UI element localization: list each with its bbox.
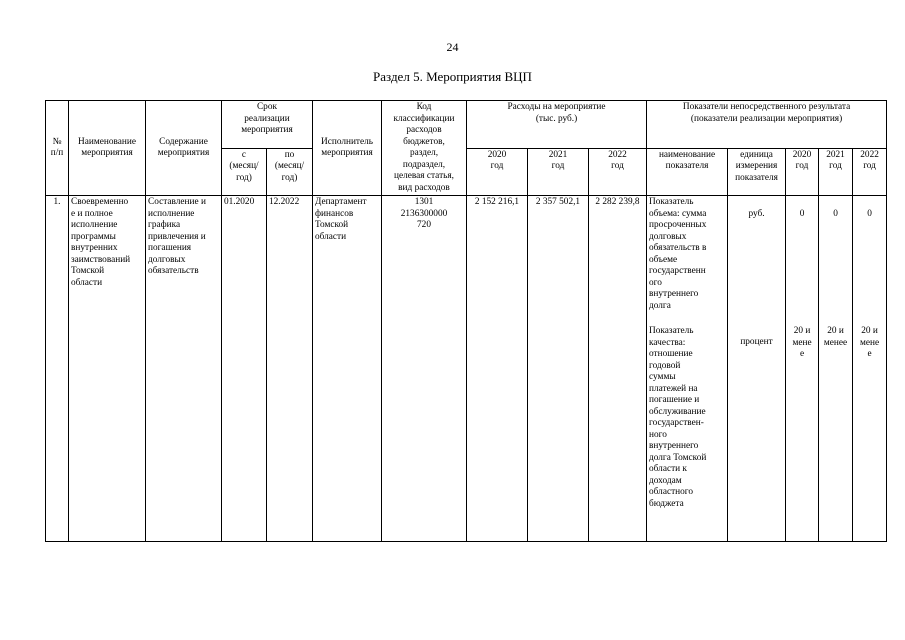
- header-content: Содержание мероприятия: [146, 101, 222, 196]
- indicator-2-2022: 20 и мене е: [860, 326, 880, 359]
- row-code: 1301 2136300000 720: [382, 196, 467, 542]
- row-content: Составление и исполнение графика привлечения и погашения долговых обязательств: [146, 196, 222, 542]
- section-title: Раздел 5. Мероприятия ВЦП: [373, 69, 532, 84]
- header-expenses: Расходы на мероприятие (тыс. руб.): [467, 101, 647, 149]
- header-ind-2022: 2022 год: [853, 148, 887, 196]
- header-term-from: с (месяц/ год): [222, 148, 267, 196]
- row-from: 01.2020: [222, 196, 267, 542]
- indicator-2-unit: процент: [740, 337, 773, 347]
- row-exp-2022: 2 282 239,8: [589, 196, 647, 542]
- row-exp-2021: 2 357 502,1: [528, 196, 589, 542]
- header-term-to: по (месяц/ год): [267, 148, 313, 196]
- header-ind-unit: единица измерения показателя: [728, 148, 786, 196]
- row-ind-2021: [819, 196, 853, 542]
- header-executor: Исполнитель мероприятия: [313, 101, 382, 196]
- row-ind-2022: [853, 196, 887, 542]
- header-exp-2022: 2022 год: [589, 148, 647, 196]
- row-name: Своевременно е и полное исполнение программы внутренних заимствований Томской области: [69, 196, 146, 542]
- row-ind-2020: [786, 196, 819, 542]
- measures-table: [45, 100, 887, 542]
- indicator-1-2022: 0: [867, 208, 872, 219]
- row-exp-2020: 2 152 216,1: [467, 196, 528, 542]
- header-exp-2020: 2020 год: [467, 148, 528, 196]
- table-row: [46, 196, 887, 542]
- header-ind-name: наименование показателя: [647, 148, 728, 196]
- indicator-2-name: Показатель качества: отношение годовой суммы платежей на погашение и обслуживание государствен- ного внутреннего долга Томской области к доходам областного бюджета: [649, 326, 707, 509]
- row-ind-units: [728, 196, 786, 542]
- header-name: Наименование мероприятия: [69, 101, 146, 196]
- header-exp-2021: 2021 год: [528, 148, 589, 196]
- header-ind-2021: 2021 год: [819, 148, 853, 196]
- header-indicators: Показатели непосредственного результата (показатели реализации мероприятия): [647, 101, 887, 149]
- row-to: 12.2022: [267, 196, 313, 542]
- row-ind-names: [647, 196, 728, 542]
- row-executor: Департамент финансов Томской области: [313, 196, 382, 542]
- page-number: 24: [446, 40, 459, 54]
- header-term: Срок реализации мероприятия: [222, 101, 313, 149]
- indicator-1-2021: 0: [833, 208, 838, 219]
- indicator-2-2021: 20 и менее: [823, 326, 848, 348]
- header-num: № п/п: [46, 101, 69, 196]
- row-num: 1.: [46, 196, 69, 542]
- header-ind-2020: 2020 год: [786, 148, 819, 196]
- indicator-1-name: Показатель объема: сумма просроченных долговых обязательств в объеме государственн ого внутреннего долга: [649, 197, 707, 311]
- indicator-1-unit: руб.: [748, 208, 765, 219]
- indicator-1-2020: 0: [799, 208, 805, 219]
- header-code: Код классификации расходов бюджетов, раздел, подраздел, целевая статья, вид расходов: [382, 101, 467, 196]
- indicator-2-2020: 20 и мене е: [792, 326, 812, 359]
